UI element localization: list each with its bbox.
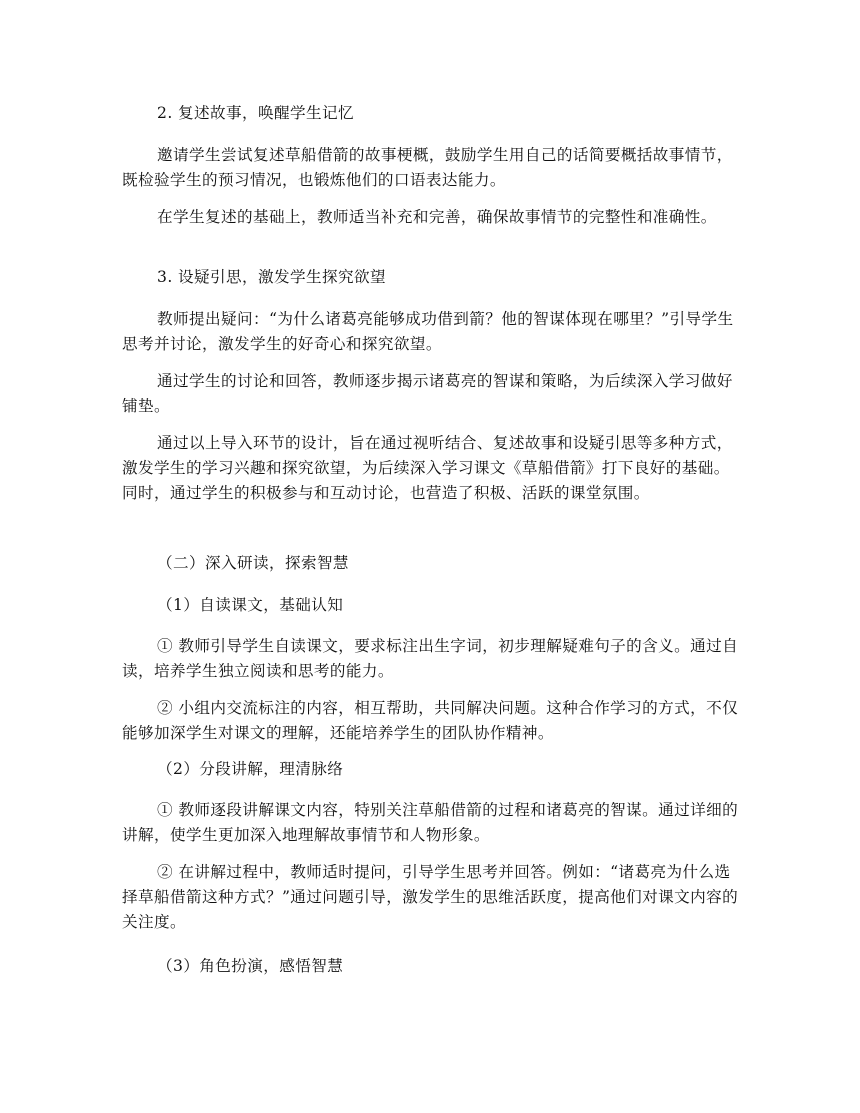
paragraph-segment-explain-2: ② 在讲解过程中，教师适时提问，引导学生思考并回答。例如：“诸葛亮为什么选择草船借箭这种方式？”通过问题引导，激发学生的思维活跃度，提高他们对课文内容的关注度。 xyxy=(122,863,739,931)
heading-segment-explain: （2）分段讲解，理清脉络 xyxy=(157,760,344,778)
paragraph-discussion-reveal: 通过学生的讨论和回答，教师逐步揭示诸葛亮的智谋和策略，为后续深入学习做好铺垫。 xyxy=(122,372,733,415)
paragraph-self-reading-1: ① 教师引导学生自读课文，要求标注出生字词，初步理解疑难句子的含义。通过自读，培养学生独立阅读和思考的能力。 xyxy=(122,637,739,680)
heading-raise-questions: 3. 设疑引思，激发学生探究欲望 xyxy=(157,268,386,286)
paragraph-segment-explain-1: ① 教师逐段讲解课文内容，特别关注草船借箭的过程和诸葛亮的智谋。通过详细的讲解，使学生更加深入地理解故事情节和人物形象。 xyxy=(122,801,739,844)
heading-retell-story: 2. 复述故事，唤醒学生记忆 xyxy=(157,104,354,122)
paragraph-group-exchange: ② 小组内交流标注的内容，相互帮助，共同解决问题。这种合作学习的方式，不仅能够加深学生对课文的理解，还能培养学生的团队协作精神。 xyxy=(122,699,739,742)
heading-role-play: （3）角色扮演，感悟智慧 xyxy=(157,957,344,975)
paragraph-teacher-question: 教师提出疑问：“为什么诸葛亮能够成功借到箭？他的智谋体现在哪里？”引导学生思考并讨论，激发学生的好奇心和探究欲望。 xyxy=(122,310,734,353)
paragraph-teacher-supplement: 在学生复述的基础上，教师适当补充和完善，确保故事情节的完整性和准确性。 xyxy=(157,208,717,226)
paragraph-retell-invite: 邀请学生尝试复述草船借箭的故事梗概，鼓励学生用自己的话简要概括故事情节，既检验学生的预习情况，也锻炼他们的口语表达能力。 xyxy=(122,146,733,189)
paragraph-intro-summary: 通过以上导入环节的设计，旨在通过视听结合、复述故事和设疑引思等多种方式，激发学生的学习兴趣和探究欲望，为后续深入学习课文《草船借箭》打下良好的基础。同时，通过学生的积极参与和互动讨论，也营造了积极、活跃的课堂氛围。 xyxy=(122,434,733,502)
heading-self-reading: （1）自读课文，基础认知 xyxy=(157,596,344,614)
heading-section-two: （二）深入研读，探索智慧 xyxy=(157,554,349,572)
